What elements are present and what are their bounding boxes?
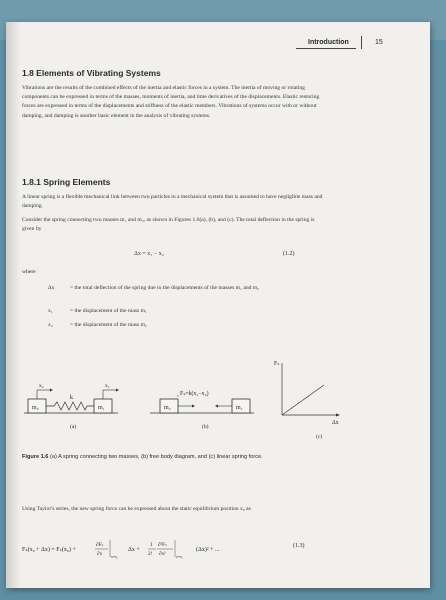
figure-a	[24, 383, 119, 430]
label-m2: m₂	[32, 405, 39, 411]
label-x1: x₁	[105, 383, 110, 389]
section-title: 1.8 Elements of Vibrating Systems	[22, 68, 161, 78]
eq13-c2-den: 2!	[148, 551, 153, 557]
eq13-dx: Δx +	[128, 547, 140, 553]
def-symbol-dx: Δx	[48, 285, 55, 291]
subsection-para-2: Consider the spring connecting two masses m₁ and m₂, as shown in Figures 1.6(a), (b), and (c). The total deflection in the spring is given by	[22, 217, 315, 233]
figure-c	[274, 361, 340, 440]
def-symbol-x2: x₂	[48, 322, 53, 328]
caption-text: (a) A spring connecting two masses, (b) free body diagram, and (c) linear spring force.	[50, 454, 263, 460]
label-x2: x₂	[39, 383, 44, 389]
def-text-dx: = the total deflection of the spring due to the displacements of the masses m₁ and m₂	[70, 285, 260, 291]
fbd-label-m2: m₂	[164, 405, 171, 411]
eq13-d1-num: ∂Fₛ	[96, 542, 104, 548]
sub-label-a: (a)	[70, 424, 77, 430]
subsection-title: 1.8.1 Spring Elements	[22, 177, 111, 187]
equation-1-2: Δx = x₁ − x₂	[134, 251, 164, 257]
eq13-lhs: Fₛ(x₀ + Δx) = Fₛ(x₀) +	[22, 547, 76, 553]
def-text-x2: = the displacement of the mass m₂	[70, 322, 147, 328]
eq13-eval2: x=x₀	[176, 555, 183, 559]
where-label: where	[22, 269, 36, 275]
book-page	[6, 22, 430, 588]
eq13-d1-den: ∂x	[97, 551, 103, 557]
subsection-para-1: A linear spring is a flexible mechanical link between two particles in a mechanical system that is assumed to have negligible mass and damping.	[22, 194, 323, 210]
eq13-d2-den: ∂x²	[159, 551, 166, 557]
def-text-x1: = the displacement of the mass m₁	[70, 308, 147, 314]
def-symbol-x1: x₁	[48, 308, 53, 314]
figure-caption	[22, 454, 263, 460]
axis-label-dx: Δx	[332, 420, 339, 426]
axis-label-fs: Fₛ	[274, 361, 280, 367]
eq13-tail: (Δx)² + ...	[196, 547, 220, 553]
taylor-paragraph: Using Taylor's series, the new spring force can be expressed about the static equilibrium position x₀ as	[22, 506, 251, 512]
equation-1-3-number: (1.3)	[293, 543, 305, 549]
eq13-d2-num: ∂²Fₛ	[158, 542, 167, 548]
spring-figure	[20, 357, 350, 452]
spring-zigzag	[46, 402, 94, 410]
sub-label-b: (b)	[202, 424, 209, 430]
page-number: 15	[375, 39, 383, 46]
section-body: Vibrations are the results of the combined effects of the inertia and elastic forces in a system. The inertia of moving or rotating components can be expressed in terms of the masses, moments of inertia, and time derivatives of the displacements. Elastic restoring forces are expressed in terms of the displacements and stiffness of the elastic members. Vibrations of systems occur with or without damping, and damping is another basic element in the analysis of vibrating systems.	[22, 85, 320, 119]
force-label: Fₛ=k(x₁−x₂)	[180, 391, 209, 397]
running-header: Introduction	[308, 39, 349, 46]
header-divider	[361, 36, 362, 49]
caption-prefix: Figure 1.6	[22, 454, 49, 460]
eq13-eval1: x=x₀	[111, 555, 118, 559]
equation-1-2-number: (1.2)	[283, 251, 295, 257]
eq13-c2: 1	[150, 542, 153, 548]
page-spine-shadow	[6, 22, 20, 588]
figure-b	[150, 390, 254, 430]
fbd-label-m1: m₁	[236, 405, 243, 411]
equation-1-3	[22, 536, 352, 564]
sub-label-c: (c)	[316, 434, 323, 440]
label-k: k	[70, 395, 73, 401]
header-rule	[296, 48, 356, 49]
linear-force-line	[282, 385, 324, 415]
label-m1: m₁	[98, 405, 105, 411]
